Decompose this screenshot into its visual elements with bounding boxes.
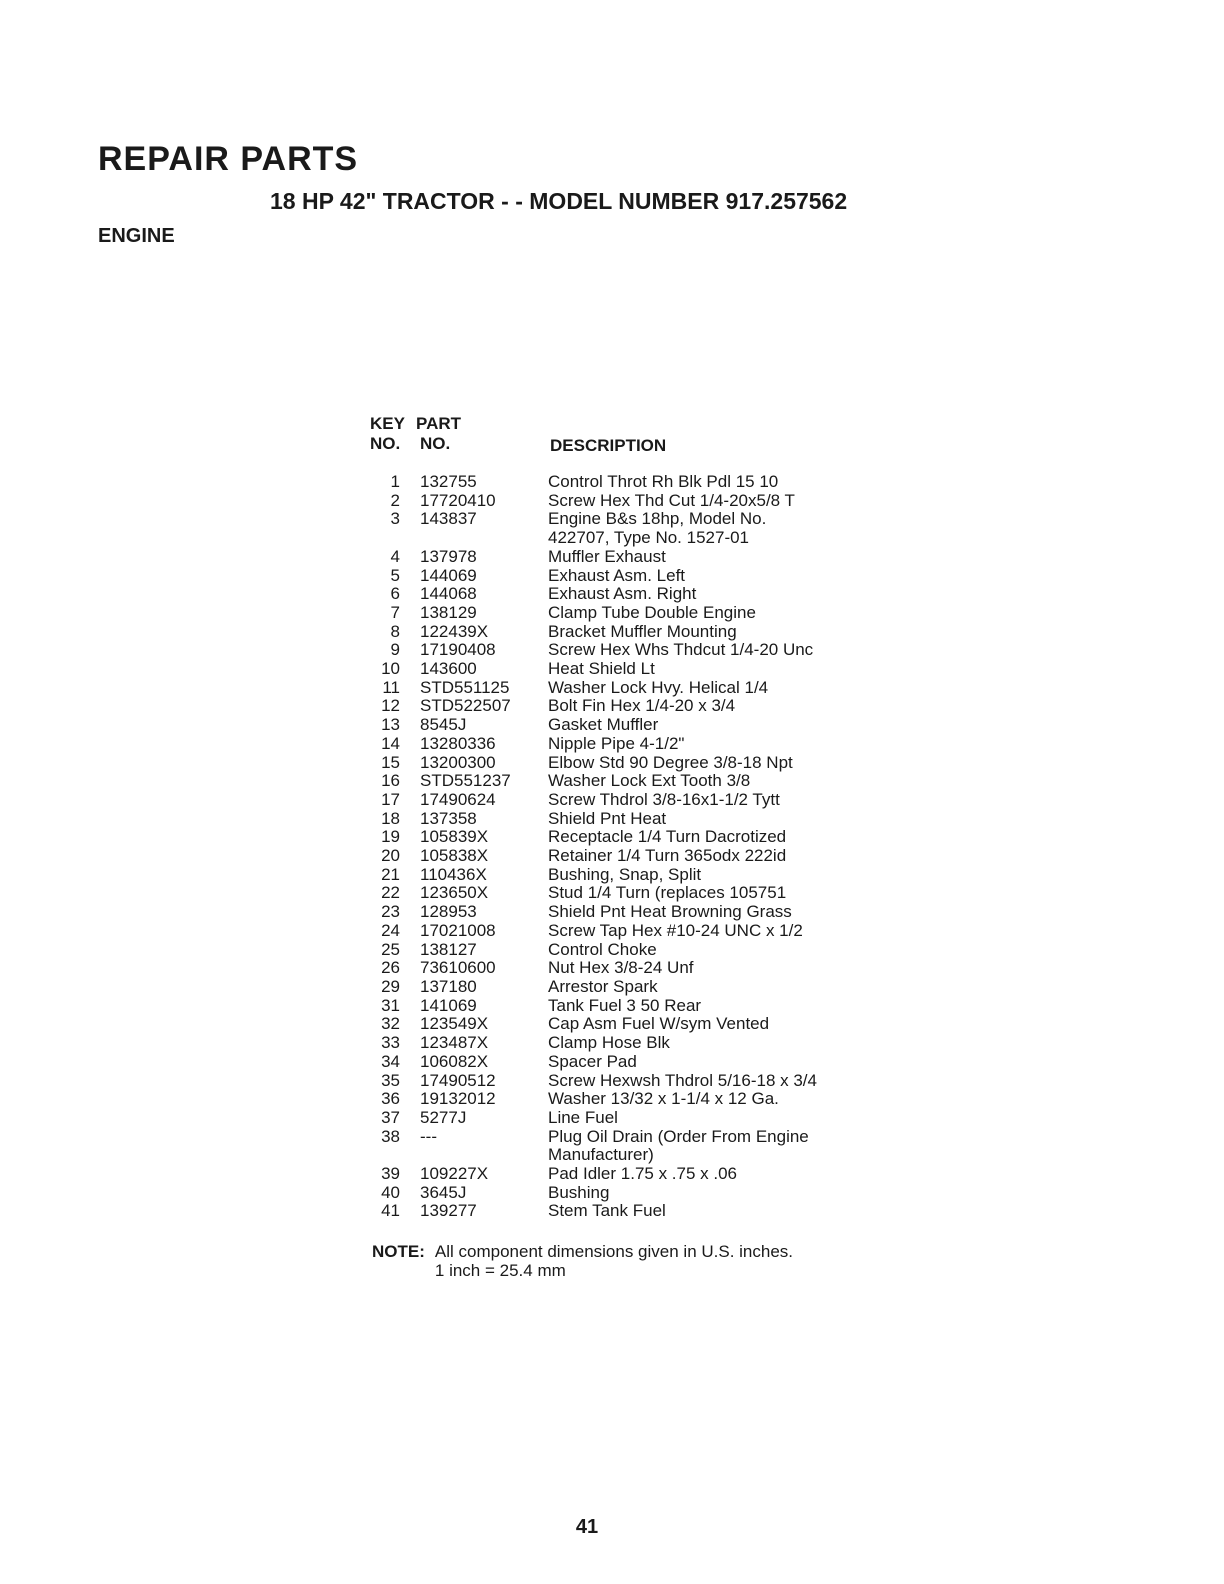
table-row [370, 1072, 890, 1091]
key-cell: 7 [390, 602, 400, 622]
table-row [370, 922, 890, 941]
key-cell: 37 [381, 1107, 400, 1127]
table-header [370, 414, 890, 460]
key-cell: 22 [381, 883, 400, 903]
table-row [370, 660, 890, 679]
description-cell: Screw Hex Whs Thdcut 1/4-20 Unc [548, 640, 814, 660]
description-cell: Receptacle 1/4 Turn Dacrotized [548, 827, 787, 847]
part-number-cell: 3645J [420, 1182, 467, 1202]
part-number-cell: 137978 [420, 546, 477, 566]
description-cell: Stud 1/4 Turn (replaces 105751 [548, 883, 787, 903]
table-row [370, 754, 890, 773]
description-cell: Nipple Pipe 4-1/2" [548, 733, 685, 753]
description-cell: Screw Hex Thd Cut 1/4-20x5/8 T [548, 490, 795, 510]
description-cell: Bushing, Snap, Split [548, 864, 702, 884]
part-number-cell: --- [420, 1126, 437, 1146]
part-number-cell: 128953 [420, 902, 477, 922]
table-row [370, 679, 890, 698]
part-number-cell: 132755 [420, 472, 477, 491]
table-row [370, 941, 890, 960]
description-cell: Bolt Fin Hex 1/4-20 x 3/4 [548, 696, 736, 716]
part-number-cell: 138129 [420, 602, 477, 622]
part-number-cell: 143600 [420, 659, 477, 679]
header-part-line2: NO. [420, 434, 451, 453]
part-number-cell: 17190408 [420, 640, 496, 660]
key-cell: 4 [390, 546, 400, 566]
description-cell: Exhaust Asm. Left [548, 565, 686, 585]
table-row [370, 1015, 890, 1034]
table-row [370, 716, 890, 735]
key-cell: 5 [390, 565, 400, 585]
key-cell: 35 [381, 1070, 400, 1090]
description-cell: Plug Oil Drain (Order From Engine Manufacturer) [548, 1126, 809, 1165]
key-cell: 17 [381, 789, 400, 809]
description-cell: Elbow Std 90 Degree 3/8-18 Npt [548, 752, 793, 772]
part-number-cell: 13280336 [420, 733, 496, 753]
part-number-cell: 17490512 [420, 1070, 496, 1090]
header-description: DESCRIPTION [550, 436, 667, 455]
key-cell: 41 [381, 1201, 400, 1221]
table-row [370, 1184, 890, 1203]
header-key-line1: KEY [370, 414, 405, 433]
part-number-cell: 5277J [420, 1107, 467, 1127]
description-cell: Retainer 1/4 Turn 365odx 222id [548, 846, 787, 866]
table-row [370, 585, 890, 604]
description-cell: Exhaust Asm. Right [548, 584, 697, 604]
key-cell: 11 [382, 677, 400, 697]
part-number-cell: 123487X [420, 1033, 489, 1053]
description-cell: Stem Tank Fuel [548, 1201, 666, 1221]
key-cell: 40 [381, 1182, 400, 1202]
key-cell: 31 [381, 995, 400, 1015]
description-cell: Nut Hex 3/8-24 Unf [548, 958, 694, 978]
header-key-line2: NO. [370, 434, 401, 453]
part-number-cell: 143837 [420, 509, 477, 529]
note-text: All component dimensions given in U.S. inches. 1 inch = 25.4 mm [434, 1242, 794, 1280]
part-number-cell: STD551237 [420, 771, 511, 791]
description-cell: Screw Tap Hex #10-24 UNC x 1/2 [548, 920, 803, 940]
part-number-cell: STD551125 [420, 677, 510, 697]
part-number-cell: 144069 [420, 565, 477, 585]
key-cell: 38 [381, 1126, 400, 1146]
description-cell: Screw Thdrol 3/8-16x1-1/2 Tytt [548, 789, 780, 809]
part-number-cell: 144068 [420, 584, 477, 604]
table-row [370, 510, 890, 547]
description-cell: Tank Fuel 3 50 Rear [548, 995, 702, 1015]
key-cell: 16 [381, 771, 400, 791]
description-cell: Engine B&s 18hp, Model No. 422707, Type No. 1527-01 [548, 509, 767, 548]
key-cell: 3 [390, 509, 400, 529]
table-row [370, 959, 890, 978]
section-heading: ENGINE [98, 225, 175, 247]
table-row [370, 903, 890, 922]
part-number-cell: 19132012 [420, 1089, 496, 1109]
table-row [370, 1034, 890, 1053]
description-cell: Clamp Hose Blk [548, 1033, 670, 1053]
part-number-cell: 123650X [420, 883, 489, 903]
table-row [370, 641, 890, 660]
description-cell: Shield Pnt Heat Browning Grass [548, 902, 792, 922]
table-row [370, 735, 890, 754]
table-row [370, 828, 890, 847]
key-cell: 39 [381, 1164, 400, 1184]
part-number-cell: 109227X [420, 1164, 489, 1184]
description-cell: Control Throt Rh Blk Pdl 15 10 [548, 472, 779, 491]
key-cell: 19 [381, 827, 400, 847]
key-cell: 13 [381, 715, 400, 735]
part-number-cell: STD522507 [420, 696, 511, 716]
key-cell: 26 [381, 958, 400, 978]
part-number-cell: 17720410 [420, 490, 496, 510]
key-cell: 32 [381, 1014, 400, 1034]
part-number-cell: 8545J [420, 715, 467, 735]
description-cell: Washer Lock Ext Tooth 3/8 [548, 771, 751, 791]
table-row [370, 884, 890, 903]
description-cell: Pad Idler 1.75 x .75 x .06 [548, 1164, 738, 1184]
description-cell: Shield Pnt Heat [548, 808, 667, 828]
key-cell: 2 [390, 490, 400, 510]
table-row [370, 997, 890, 1016]
part-number-cell: 122439X [420, 621, 489, 641]
description-cell: Washer 13/32 x 1-1/4 x 12 Ga. [548, 1089, 779, 1109]
part-number-cell: 17490624 [420, 789, 496, 809]
key-cell: 24 [381, 920, 400, 940]
description-cell: Muffler Exhaust [548, 546, 666, 566]
key-cell: 1 [390, 472, 400, 491]
parts-table [370, 414, 890, 1221]
table-row [370, 1202, 890, 1221]
table-row [370, 978, 890, 997]
part-number-cell: 139277 [420, 1201, 477, 1221]
part-number-cell: 137358 [420, 808, 477, 828]
description-cell: Arrestor Spark [548, 976, 658, 996]
description-cell: Cap Asm Fuel W/sym Vented [548, 1014, 770, 1034]
description-cell: Clamp Tube Double Engine [548, 602, 756, 622]
description-cell: Gasket Muffler [548, 715, 659, 735]
table-row [370, 548, 890, 567]
description-cell: Spacer Pad [548, 1051, 637, 1071]
page-number: 41 [575, 1516, 599, 1538]
part-number-cell: 105839X [420, 827, 489, 847]
key-cell: 33 [381, 1033, 400, 1053]
key-cell: 12 [381, 696, 400, 716]
description-cell: Heat Shield Lt [548, 659, 655, 679]
table-row [370, 492, 890, 511]
table-row [370, 567, 890, 586]
table-row [370, 847, 890, 866]
model-subtitle: 18 HP 42" TRACTOR - - MODEL NUMBER 917.257562 [270, 188, 848, 214]
description-cell: Control Choke [548, 939, 657, 959]
table-row [370, 1165, 890, 1184]
part-number-cell: 73610600 [420, 958, 496, 978]
key-cell: 14 [381, 733, 400, 753]
page-title: REPAIR PARTS [98, 140, 359, 178]
table-row [370, 623, 890, 642]
table-body [370, 473, 890, 1221]
table-row [370, 1053, 890, 1072]
part-number-cell: 141069 [420, 995, 477, 1015]
key-cell: 6 [390, 584, 400, 604]
table-row [370, 473, 890, 492]
table-row [370, 791, 890, 810]
part-number-cell: 138127 [420, 939, 477, 959]
table-row [370, 697, 890, 716]
part-number-cell: 123549X [420, 1014, 489, 1034]
table-row [370, 604, 890, 623]
key-cell: 20 [381, 846, 400, 866]
part-number-cell: 105838X [420, 846, 489, 866]
note-label: NOTE: [372, 1242, 425, 1261]
key-cell: 18 [381, 808, 400, 828]
key-cell: 29 [381, 976, 400, 996]
note [372, 1242, 793, 1280]
key-cell: 9 [390, 640, 400, 660]
description-cell: Line Fuel [548, 1107, 618, 1127]
part-number-cell: 110436X [420, 864, 487, 884]
header-part-line1: PART [416, 414, 462, 433]
description-cell: Screw Hexwsh Thdrol 5/16-18 x 3/4 [548, 1070, 817, 1090]
table-row [370, 1090, 890, 1109]
part-number-cell: 106082X [420, 1051, 489, 1071]
key-cell: 21 [381, 864, 400, 884]
description-cell: Bushing [548, 1182, 610, 1202]
key-cell: 10 [381, 659, 400, 679]
key-cell: 8 [390, 621, 400, 641]
part-number-cell: 17021008 [420, 920, 496, 940]
part-number-cell: 13200300 [420, 752, 496, 772]
description-cell: Bracket Muffler Mounting [548, 621, 737, 641]
key-cell: 25 [381, 939, 400, 959]
key-cell: 34 [381, 1051, 400, 1071]
part-number-cell: 137180 [420, 976, 477, 996]
table-row [370, 810, 890, 829]
key-cell: 15 [381, 752, 400, 772]
key-cell: 23 [381, 902, 400, 922]
table-row [370, 866, 890, 885]
table-row [370, 772, 890, 791]
table-row [370, 1109, 890, 1128]
description-cell: Washer Lock Hvy. Helical 1/4 [548, 677, 769, 697]
table-row [370, 1128, 890, 1165]
key-cell: 36 [381, 1089, 400, 1109]
